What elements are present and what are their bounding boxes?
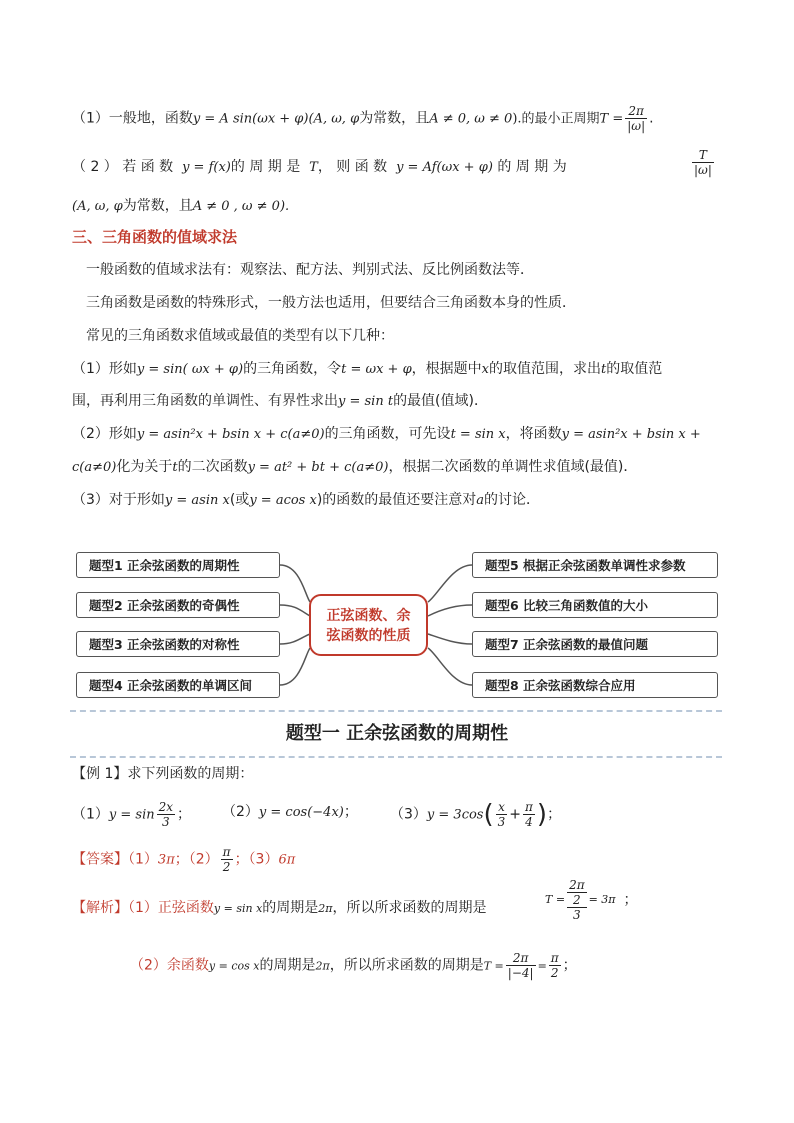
q3-d2: 4 [525, 815, 533, 829]
i3-f2: y = acos x [249, 493, 317, 508]
i2a-pre: （2）形如 [72, 426, 137, 442]
prop2-line2c: A ≠ 0 , ω ≠ 0). [192, 199, 290, 214]
q3-rparen: ) [536, 799, 548, 830]
period-property-1 [72, 104, 654, 133]
topic-box-3[interactable]: 题型3 正余弦函数的对称性 [76, 631, 280, 657]
prop1-end: . [649, 110, 654, 127]
answer-v2d: 2 [222, 860, 231, 874]
prop1-cond: A ≠ 0, ω ≠ 0 [429, 111, 513, 127]
topic-box-8[interactable]: 题型8 正余弦函数综合应用 [472, 672, 718, 698]
l2-f: y = cos x [208, 959, 260, 973]
i1a-pre: （1）形如 [72, 361, 137, 377]
q2-pre: （2） [222, 804, 259, 820]
l1-pre: （1）正弦函数 [128, 900, 214, 916]
l1-mid: 的周期是 [262, 900, 319, 916]
prop2-fraction [692, 148, 714, 177]
l1-den-n: 2 [567, 893, 587, 908]
section3-item1-line2 [72, 391, 488, 412]
example-label: 【例 1】求下列函数的周期： [72, 766, 254, 782]
i2b-q: y = at² + bt + c(a≠0) [247, 460, 389, 475]
prop1-num: 2π [625, 104, 647, 119]
i1a-t2: t [601, 362, 607, 377]
i1a-mid3: 的取值范围，求出 [489, 361, 602, 377]
i1b-end: 的最值(值域)． [393, 393, 488, 409]
prop2-line2b: 为常数，且 [122, 198, 193, 214]
connector-right-4 [428, 648, 472, 685]
prop2-prefix: （ 2 ） 若 函 数 [72, 159, 174, 175]
q1-f: y = sin [108, 807, 155, 823]
l1-eq: = 3π [588, 893, 616, 906]
prop2-line2a: (A, ω, φ [72, 199, 123, 214]
i2b-end: ，根据二次函数的单调性求值域(最值)． [388, 459, 638, 475]
q2-f: y = cos(−4x) [258, 805, 344, 820]
q1-fraction [157, 800, 175, 829]
l1-den-d: 3 [573, 908, 581, 922]
q3-n2: π [525, 800, 533, 814]
prop2-fraction-wrap [690, 148, 716, 177]
l2-result [549, 951, 561, 980]
q3-d1: 3 [497, 815, 506, 829]
prop2-f1: y = f(x) [182, 160, 231, 175]
i2b-mid: 化为关于 [116, 459, 173, 475]
prop1-expr: y = A sin(ωx + φ)(A, ω, φ [192, 111, 360, 127]
answer-a1: （1） [128, 851, 158, 868]
prop2-T: T [309, 160, 318, 175]
prop2-t1: 的 周 期 是 [230, 159, 301, 175]
prop2-num: T [692, 148, 714, 163]
i1b-pre: 围，再利用三角函数的单调性、有界性求出 [72, 393, 338, 409]
prop1-suffix: ).的最小正周期 [512, 111, 600, 127]
answer-v2 [221, 845, 233, 874]
section3-p3: 常见的三角函数求值域或最值的类型有以下几种： [86, 328, 394, 344]
l2-rn: π [550, 951, 559, 965]
q3-n1: x [496, 800, 508, 815]
i2a-t: t = sin x [450, 427, 506, 442]
q1-pre: （1） [72, 806, 109, 823]
topic-box-6[interactable]: 题型6 比较三角函数值的大小 [472, 592, 718, 618]
prop2-den: |ω| [694, 163, 712, 177]
answer-line [72, 845, 295, 874]
l1-T: T = [545, 893, 566, 906]
l2-rd: 2 [550, 966, 559, 980]
prop2-line2 [72, 196, 289, 217]
section3-item1-line1 [72, 359, 662, 380]
i2a-f2: y = asin²x + bsin x + [561, 427, 701, 442]
topic-title: 题型一 正余弦函数的周期性 [285, 723, 509, 744]
answer-v3: 6π [278, 852, 296, 868]
i3-end: 的讨论． [484, 492, 541, 508]
q3-lparen: ( [483, 799, 494, 830]
l2-pre: （2）余函数 [130, 957, 209, 974]
i3-a: a [476, 493, 485, 508]
period-property-2 [72, 157, 567, 178]
prop1-mid: 为常数，且 [359, 110, 430, 127]
answer-label: 【答案】 [72, 851, 128, 868]
l2-fraction [506, 951, 536, 980]
prop1-den: |ω| [627, 119, 646, 133]
l2-den: |−4| [507, 966, 534, 980]
connector-left-3 [280, 634, 310, 644]
answer-v2n: π [222, 845, 231, 859]
section3-p1: 一般函数的值域求法有：观察法、配方法、判别式法、反比例函数法等． [86, 262, 534, 278]
l2-end: ； [562, 957, 577, 974]
prop1-prefix: （1）一般地，函数 [72, 110, 193, 127]
l1-p: 2π [318, 902, 333, 915]
prop2-f2: y = Af(ωx + φ) [396, 160, 493, 175]
divider-top [70, 710, 722, 712]
topic-box-1[interactable]: 题型1 正余弦函数的周期性 [76, 552, 280, 578]
i2a-mid: 的三角函数，可先设 [324, 426, 451, 442]
i1a-end: 的取值范 [606, 361, 663, 377]
example-q1 [72, 800, 191, 829]
connector-left-2 [280, 605, 310, 616]
i1a-t: t = ωx + φ [341, 362, 412, 377]
connector-right-1 [428, 565, 472, 602]
answer-s2: ；（3） [234, 851, 279, 868]
l2-T: T = [483, 959, 504, 973]
q3-plus: + [509, 806, 522, 823]
prop1-fraction [625, 104, 647, 133]
example-q2 [222, 802, 358, 823]
section3-p2: 三角函数是函数的特殊形式，一般方法也适用，但要结合三角函数本身的性质． [86, 295, 576, 311]
i1a-f: y = sin( ωx + φ) [136, 362, 244, 377]
q2-end: ； [343, 804, 358, 820]
q3-frac1 [496, 800, 508, 829]
i2b-f: c(a≠0) [72, 460, 117, 475]
i1b-f: y = sin t [338, 394, 394, 409]
i1a-x: x [481, 362, 490, 377]
i1a-mid: 的三角函数，令 [243, 361, 342, 377]
i2b-mid2: 的二次函数 [177, 459, 248, 475]
analysis-label: 【解析】 [72, 900, 128, 916]
q1-end: ； [177, 806, 192, 823]
q1-num: 2x [158, 800, 174, 814]
l2-eq: = [537, 959, 547, 973]
i2a-mid2: ，将函数 [505, 426, 562, 442]
q3-f: y = 3cos [426, 807, 484, 823]
section3-item3 [72, 490, 540, 511]
l1-fraction [567, 878, 587, 922]
l2-mid2: ，所以所求函数的周期是 [329, 957, 484, 974]
i3-mid: (或 [229, 492, 250, 508]
answer-s1: ；（2） [174, 851, 219, 868]
topic-box-4[interactable]: 题型4 正余弦函数的单调区间 [76, 672, 280, 698]
topic-box-2[interactable]: 题型2 正余弦函数的奇偶性 [76, 592, 280, 618]
section3-item2-line1 [72, 424, 701, 445]
mindmap-center: 正弦函数、余 弦函数的性质 [309, 594, 428, 656]
l1-num: 2π [569, 878, 585, 892]
l2-mid: 的周期是 [259, 957, 316, 974]
analysis-l1-formula [545, 878, 638, 922]
prop2-t2: ， 则 函 数 [317, 159, 388, 175]
i2b-t: t [172, 460, 178, 475]
topic-box-7[interactable]: 题型7 正余弦函数的最值问题 [472, 631, 718, 657]
q3-end: ； [547, 806, 562, 823]
section-heading: 三、三角函数的值域求法 [72, 228, 238, 246]
connector-right-2 [428, 605, 472, 616]
connector-left-1 [280, 565, 310, 602]
l1-f: y = sin x [213, 902, 263, 915]
example-q3 [390, 800, 561, 829]
q1-den: 3 [162, 815, 170, 829]
i2a-f: y = asin²x + bsin x + c(a≠0) [136, 427, 325, 442]
analysis-line1 [72, 898, 487, 919]
analysis-line2 [130, 951, 577, 980]
prop2-t3: 的 周 期 为 [497, 159, 567, 175]
i3-mid2: )的函数的最值还要注意对 [316, 492, 477, 508]
connector-left-4 [280, 648, 310, 685]
topic-box-5[interactable]: 题型5 根据正余弦函数单调性求参数 [472, 552, 718, 578]
i1a-mid2: ，根据题中 [411, 361, 482, 377]
i3-pre: （3）对于形如 [72, 492, 165, 508]
answer-v1: 3π [157, 852, 175, 868]
connector-right-3 [428, 634, 472, 644]
l1-end: ； [623, 892, 638, 908]
i3-f1: y = asin x [164, 493, 230, 508]
q3-frac2 [523, 800, 535, 829]
prop1-T: T = [599, 111, 624, 127]
l2-p: 2π [315, 959, 330, 973]
section3-item2-line2 [72, 457, 637, 478]
q3-pre: （3） [390, 806, 427, 823]
l1-mid2: ，所以所求函数的周期是 [332, 900, 487, 916]
l2-num: 2π [506, 951, 536, 966]
divider-bottom [70, 756, 722, 758]
